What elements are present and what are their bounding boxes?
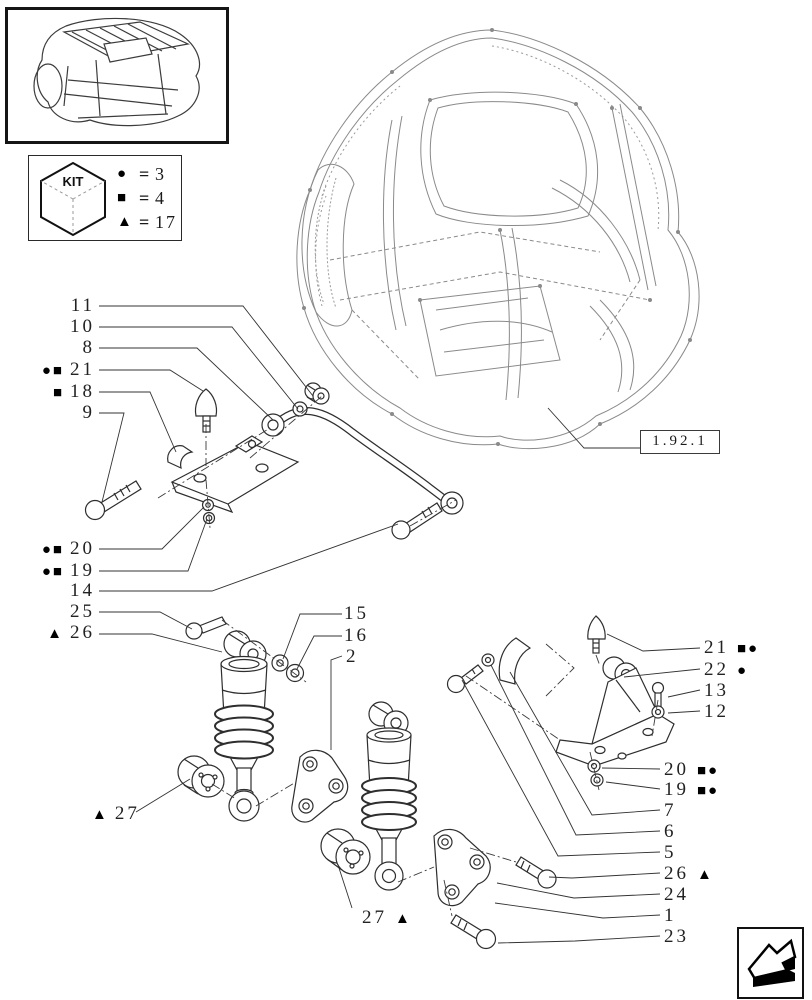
section-ref-label: 1.92.1	[652, 433, 708, 449]
ref-leader-line	[548, 408, 640, 448]
callout-21-right: 21 ■●	[704, 637, 760, 658]
callout-1: 1	[664, 905, 677, 926]
clamp-saddle	[168, 446, 192, 468]
kit-legend-row-square: ■ = 4	[117, 187, 166, 208]
callout-21-left: ●■ 21	[41, 359, 95, 380]
kit-legend-row-triangle: ▲ = 17	[117, 211, 177, 232]
bolt-23	[451, 915, 496, 949]
callout-24: 24	[664, 884, 689, 905]
bolt-5	[448, 665, 484, 693]
roller-bushing-27a	[178, 756, 224, 797]
callout-26-right: 26 ▲	[664, 863, 714, 884]
page-continue-box[interactable]	[737, 927, 804, 999]
callout-19-left: ●■ 19	[41, 560, 95, 581]
callout-6: 6	[664, 821, 677, 842]
kit-cube-icon	[31, 158, 117, 240]
kit-cube-label: KIT	[62, 174, 84, 189]
bolt-25-head	[186, 623, 202, 639]
cab-overview-thumbnail[interactable]	[5, 7, 229, 144]
callout-20-left: ●■ 20	[41, 538, 95, 559]
bolt-26	[516, 857, 556, 888]
washer-12	[652, 706, 664, 718]
square-symbol: ■	[117, 189, 129, 206]
callout-8: 8	[82, 337, 95, 358]
bolt-25	[199, 617, 226, 633]
clip-7	[499, 638, 530, 684]
cone-bumper-right	[588, 616, 605, 653]
callout-7: 7	[664, 800, 677, 821]
callout-14: 14	[70, 580, 95, 601]
page-turn-arrow-icon	[739, 929, 797, 992]
triangle-symbol: ▲	[117, 213, 134, 230]
callout-23: 23	[664, 926, 689, 947]
callout-18: ■ 18	[52, 381, 95, 402]
callout-22: 22 ●	[704, 659, 749, 680]
callout-13: 13	[704, 680, 729, 701]
callout-9: 9	[82, 402, 95, 423]
washer-6	[482, 654, 494, 666]
cab-frame-figure	[297, 28, 699, 449]
circle-symbol: ●	[117, 165, 129, 182]
cab-thumbnail-figure	[8, 10, 220, 135]
kit-legend-row-circle: ● = 3	[117, 163, 166, 184]
callout-15: 15	[344, 603, 369, 624]
roller-bushing-27b	[321, 829, 370, 874]
callout-11: 11	[70, 295, 95, 316]
callout-12: 12	[704, 701, 729, 722]
callout-16: 16	[344, 625, 369, 646]
kit-legend-box	[28, 155, 182, 241]
frame-joint-dots	[302, 28, 692, 446]
support-plate-24	[434, 829, 490, 905]
callout-27-rear: 27 ▲	[362, 907, 412, 928]
callout-2: 2	[346, 646, 359, 667]
stabilizer-bracket	[168, 436, 298, 512]
bolt-9	[86, 481, 142, 520]
support-plate-2	[292, 750, 348, 822]
shock-absorber-2	[362, 702, 416, 890]
section-ref-box[interactable]	[640, 430, 720, 454]
callout-20-right: 20 ■●	[664, 759, 720, 780]
callout-19-right: 19 ■●	[664, 779, 720, 800]
callout-27-front: ▲ 27	[92, 803, 140, 824]
washer-nut-left	[203, 500, 215, 524]
callout-5: 5	[664, 842, 677, 863]
callout-10: 10	[70, 316, 95, 337]
kit-legend-rows	[117, 162, 177, 234]
bolt-13	[653, 683, 664, 708]
bolt-14	[392, 503, 442, 539]
callout-25: 25	[70, 601, 95, 622]
callout-26-left: ▲ 26	[47, 622, 95, 643]
